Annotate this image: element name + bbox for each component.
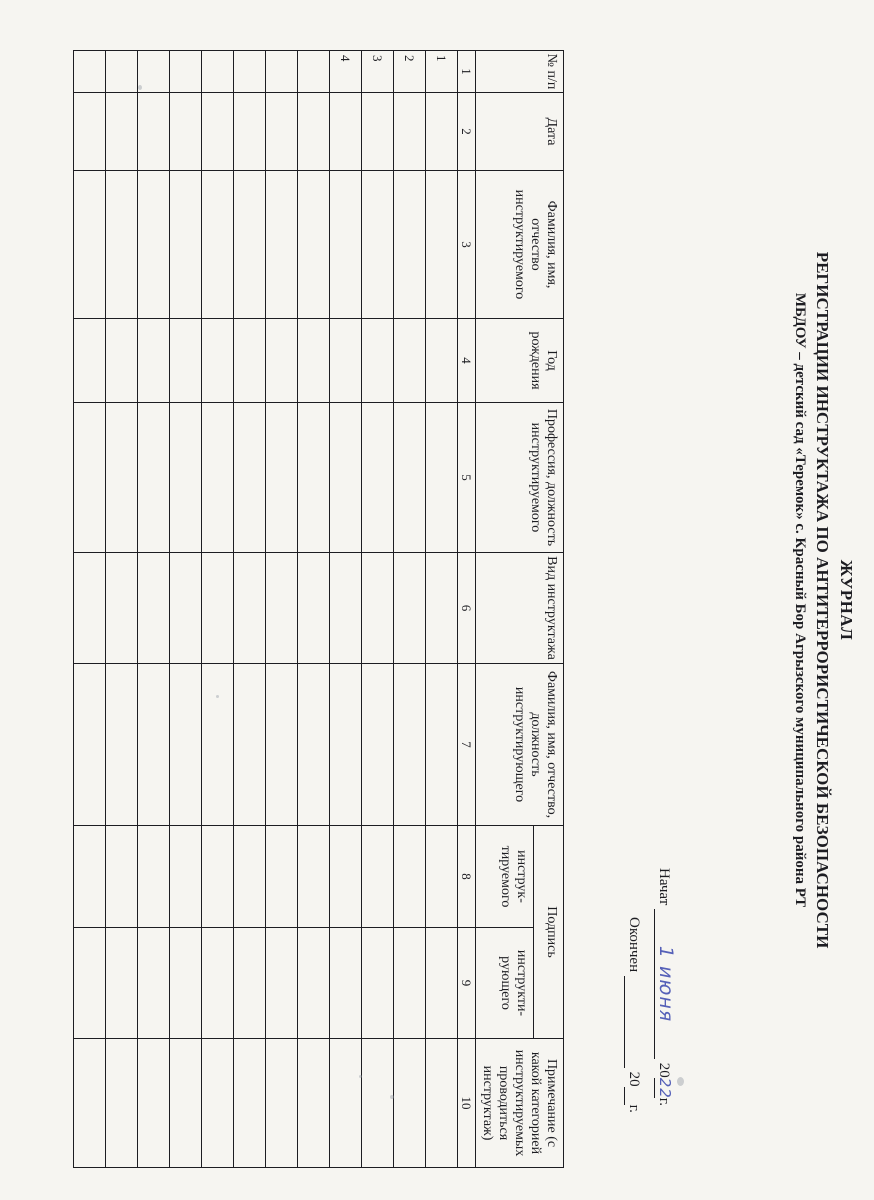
table-cell (394, 664, 426, 826)
table-cell (298, 928, 330, 1039)
table-cell (362, 664, 394, 826)
table-cell (426, 664, 458, 826)
table-cell (74, 664, 106, 826)
row-number: 3 (362, 51, 394, 93)
column-number-6: 6 (458, 553, 476, 664)
header-date: Дата (476, 93, 564, 171)
table-cell (106, 664, 138, 826)
table-cell (266, 826, 298, 928)
started-year-suffix: г. (656, 1097, 672, 1106)
table-cell (106, 93, 138, 171)
table-cell (330, 1039, 362, 1168)
table-cell (266, 553, 298, 664)
row-number (234, 51, 266, 93)
table-cell (266, 664, 298, 826)
table-cell (138, 403, 170, 553)
table-row (138, 51, 170, 1168)
table-cell (106, 403, 138, 553)
started-year-prefix: 20 (656, 1062, 672, 1078)
table-row (394, 51, 426, 1168)
header-signature-instructor: инструкти-рующего (476, 928, 534, 1039)
column-number-1: 1 (458, 51, 476, 93)
header-note: Примечание (с какой категорией инструктируемых проводиться инструктаж) (476, 1039, 564, 1168)
table-cell (202, 1039, 234, 1168)
table-cell (234, 553, 266, 664)
table-cell (234, 319, 266, 403)
header-number: № п/п (476, 51, 564, 93)
table-cell (74, 928, 106, 1039)
table-cell (362, 553, 394, 664)
table-cell (74, 93, 106, 171)
header-signature: Подпись (534, 826, 564, 1039)
table-cell (330, 664, 362, 826)
table-cell (394, 1039, 426, 1168)
scan-speck (359, 1075, 362, 1078)
table-row (202, 51, 234, 1168)
table-cell (74, 171, 106, 319)
table-cell (234, 93, 266, 171)
row-number: 2 (394, 51, 426, 93)
table-cell (266, 171, 298, 319)
header-instruction-type: Вид инструктажа (476, 553, 564, 664)
table-cell (138, 171, 170, 319)
table-cell (394, 319, 426, 403)
row-number (266, 51, 298, 93)
table-cell (426, 1039, 458, 1168)
row-number (106, 51, 138, 93)
table-cell (234, 826, 266, 928)
table-cell (234, 664, 266, 826)
column-number-9: 9 (458, 928, 476, 1039)
table-cell (298, 319, 330, 403)
table-cell (170, 928, 202, 1039)
column-number-2: 2 (458, 93, 476, 171)
table-cell (234, 1039, 266, 1168)
table-cell (74, 319, 106, 403)
journal-title: ЖУРНАЛ (837, 559, 856, 641)
table-cell (202, 826, 234, 928)
table-cell (106, 171, 138, 319)
table-cell (330, 93, 362, 171)
table-cell (330, 403, 362, 553)
table-row (74, 51, 106, 1168)
institution-name: МБДОУ – детский сад «Теремок» с. Красный Бор Агрызского муниципального района РТ (792, 292, 808, 908)
table-cell (362, 171, 394, 319)
table-cell (362, 826, 394, 928)
table-cell (330, 553, 362, 664)
table-cell (106, 319, 138, 403)
table-cell (106, 928, 138, 1039)
table-cell (234, 928, 266, 1039)
table-cell (266, 1039, 298, 1168)
table-cell (170, 93, 202, 171)
ended-year-suffix: г. (626, 1104, 642, 1113)
table-cell (74, 1039, 106, 1168)
header-trainee-name: Фамилия, имя, отчество инструктируемого (476, 171, 564, 319)
table-cell (330, 928, 362, 1039)
table-row (234, 51, 266, 1168)
table-cell (426, 93, 458, 171)
table-cell (202, 93, 234, 171)
table-cell (170, 403, 202, 553)
header-birth-year: Год рождения (476, 319, 564, 403)
table-cell (266, 93, 298, 171)
column-number-7: 7 (458, 664, 476, 826)
scan-speck (138, 85, 142, 90)
table-cell (394, 928, 426, 1039)
table-cell (298, 93, 330, 171)
table-cell (202, 403, 234, 553)
table-cell (394, 553, 426, 664)
table-cell (106, 553, 138, 664)
column-number-5: 5 (458, 403, 476, 553)
row-number (74, 51, 106, 93)
row-number: 1 (426, 51, 458, 93)
ended-year-prefix: 20 (626, 1071, 642, 1087)
row-number (138, 51, 170, 93)
table-cell (426, 319, 458, 403)
table-row (426, 51, 458, 1168)
table-cell (330, 319, 362, 403)
table-cell (74, 553, 106, 664)
table-cell (106, 1039, 138, 1168)
table-cell (426, 171, 458, 319)
started-year-handwritten: 22 (656, 1077, 674, 1099)
table-cell (362, 319, 394, 403)
table-cell (202, 553, 234, 664)
table-cell (74, 826, 106, 928)
table-cell (234, 171, 266, 319)
column-number-3: 3 (458, 171, 476, 319)
table-row (170, 51, 202, 1168)
ended-label: Окончен (626, 917, 642, 973)
table-cell (298, 826, 330, 928)
row-number: 4 (330, 51, 362, 93)
ended-year-field (624, 1087, 642, 1105)
scan-speck (216, 695, 219, 698)
table-cell (330, 171, 362, 319)
table-cell (426, 403, 458, 553)
table-cell (330, 826, 362, 928)
table-cell (138, 319, 170, 403)
table-cell (362, 93, 394, 171)
table-cell (426, 928, 458, 1039)
table-cell (426, 553, 458, 664)
table-cell (362, 928, 394, 1039)
table-cell (138, 93, 170, 171)
scan-speck (677, 1077, 684, 1086)
table-cell (394, 403, 426, 553)
table-cell (266, 403, 298, 553)
table-cell (170, 664, 202, 826)
scan-speck (390, 1095, 394, 1099)
table-cell (170, 553, 202, 664)
table-cell (202, 319, 234, 403)
row-number (202, 51, 234, 93)
journal-subtitle: РЕГИСТРАЦИИ ИНСТРУКТАЖА ПО АНТИТЕРРОРИСТИЧЕСКОЙ БЕЗОПАСНОСТИ (813, 251, 832, 949)
table-cell (298, 553, 330, 664)
table-body (74, 51, 458, 1168)
table-cell (138, 928, 170, 1039)
row-number (170, 51, 202, 93)
table-cell (202, 664, 234, 826)
column-number-10: 10 (458, 1039, 476, 1168)
table-cell (394, 826, 426, 928)
table-cell (202, 928, 234, 1039)
table-cell (298, 1039, 330, 1168)
column-number-8: 8 (458, 826, 476, 928)
table-cell (106, 826, 138, 928)
table-cell (234, 403, 266, 553)
table-row (298, 51, 330, 1168)
table-cell (266, 928, 298, 1039)
table-cell (138, 826, 170, 928)
ended-line (624, 917, 642, 1113)
column-number-4: 4 (458, 319, 476, 403)
started-label: Начат (656, 868, 672, 906)
table-cell (266, 319, 298, 403)
header-instructor-name: Фамилия, имя, отчество, должность инструктирующего (476, 664, 564, 826)
table-row (362, 51, 394, 1168)
table-cell (74, 403, 106, 553)
started-date-handwritten: 1 июня (655, 945, 677, 1023)
table-cell (170, 319, 202, 403)
table-cell (298, 171, 330, 319)
table-cell (138, 664, 170, 826)
started-year-field (654, 1078, 674, 1098)
table-cell (138, 553, 170, 664)
started-date-field (654, 909, 677, 1059)
table-cell (362, 1039, 394, 1168)
header-trainee-position: Профессия, должность инструктируемого (476, 403, 564, 553)
table-cell (394, 93, 426, 171)
header-signature-trainee: инструк-тируемого (476, 826, 534, 928)
table-row (330, 51, 362, 1168)
table-cell (170, 826, 202, 928)
table-cell (426, 826, 458, 928)
table-row (106, 51, 138, 1168)
ended-date-field (624, 976, 642, 1068)
instruction-log-table (73, 50, 564, 1168)
table-cell (394, 171, 426, 319)
table-cell (170, 171, 202, 319)
table-cell (170, 1039, 202, 1168)
table-row (266, 51, 298, 1168)
table-cell (362, 403, 394, 553)
table-cell (202, 171, 234, 319)
table-cell (298, 664, 330, 826)
row-number (298, 51, 330, 93)
table-cell (138, 1039, 170, 1168)
table-cell (298, 403, 330, 553)
started-line (654, 868, 677, 1106)
